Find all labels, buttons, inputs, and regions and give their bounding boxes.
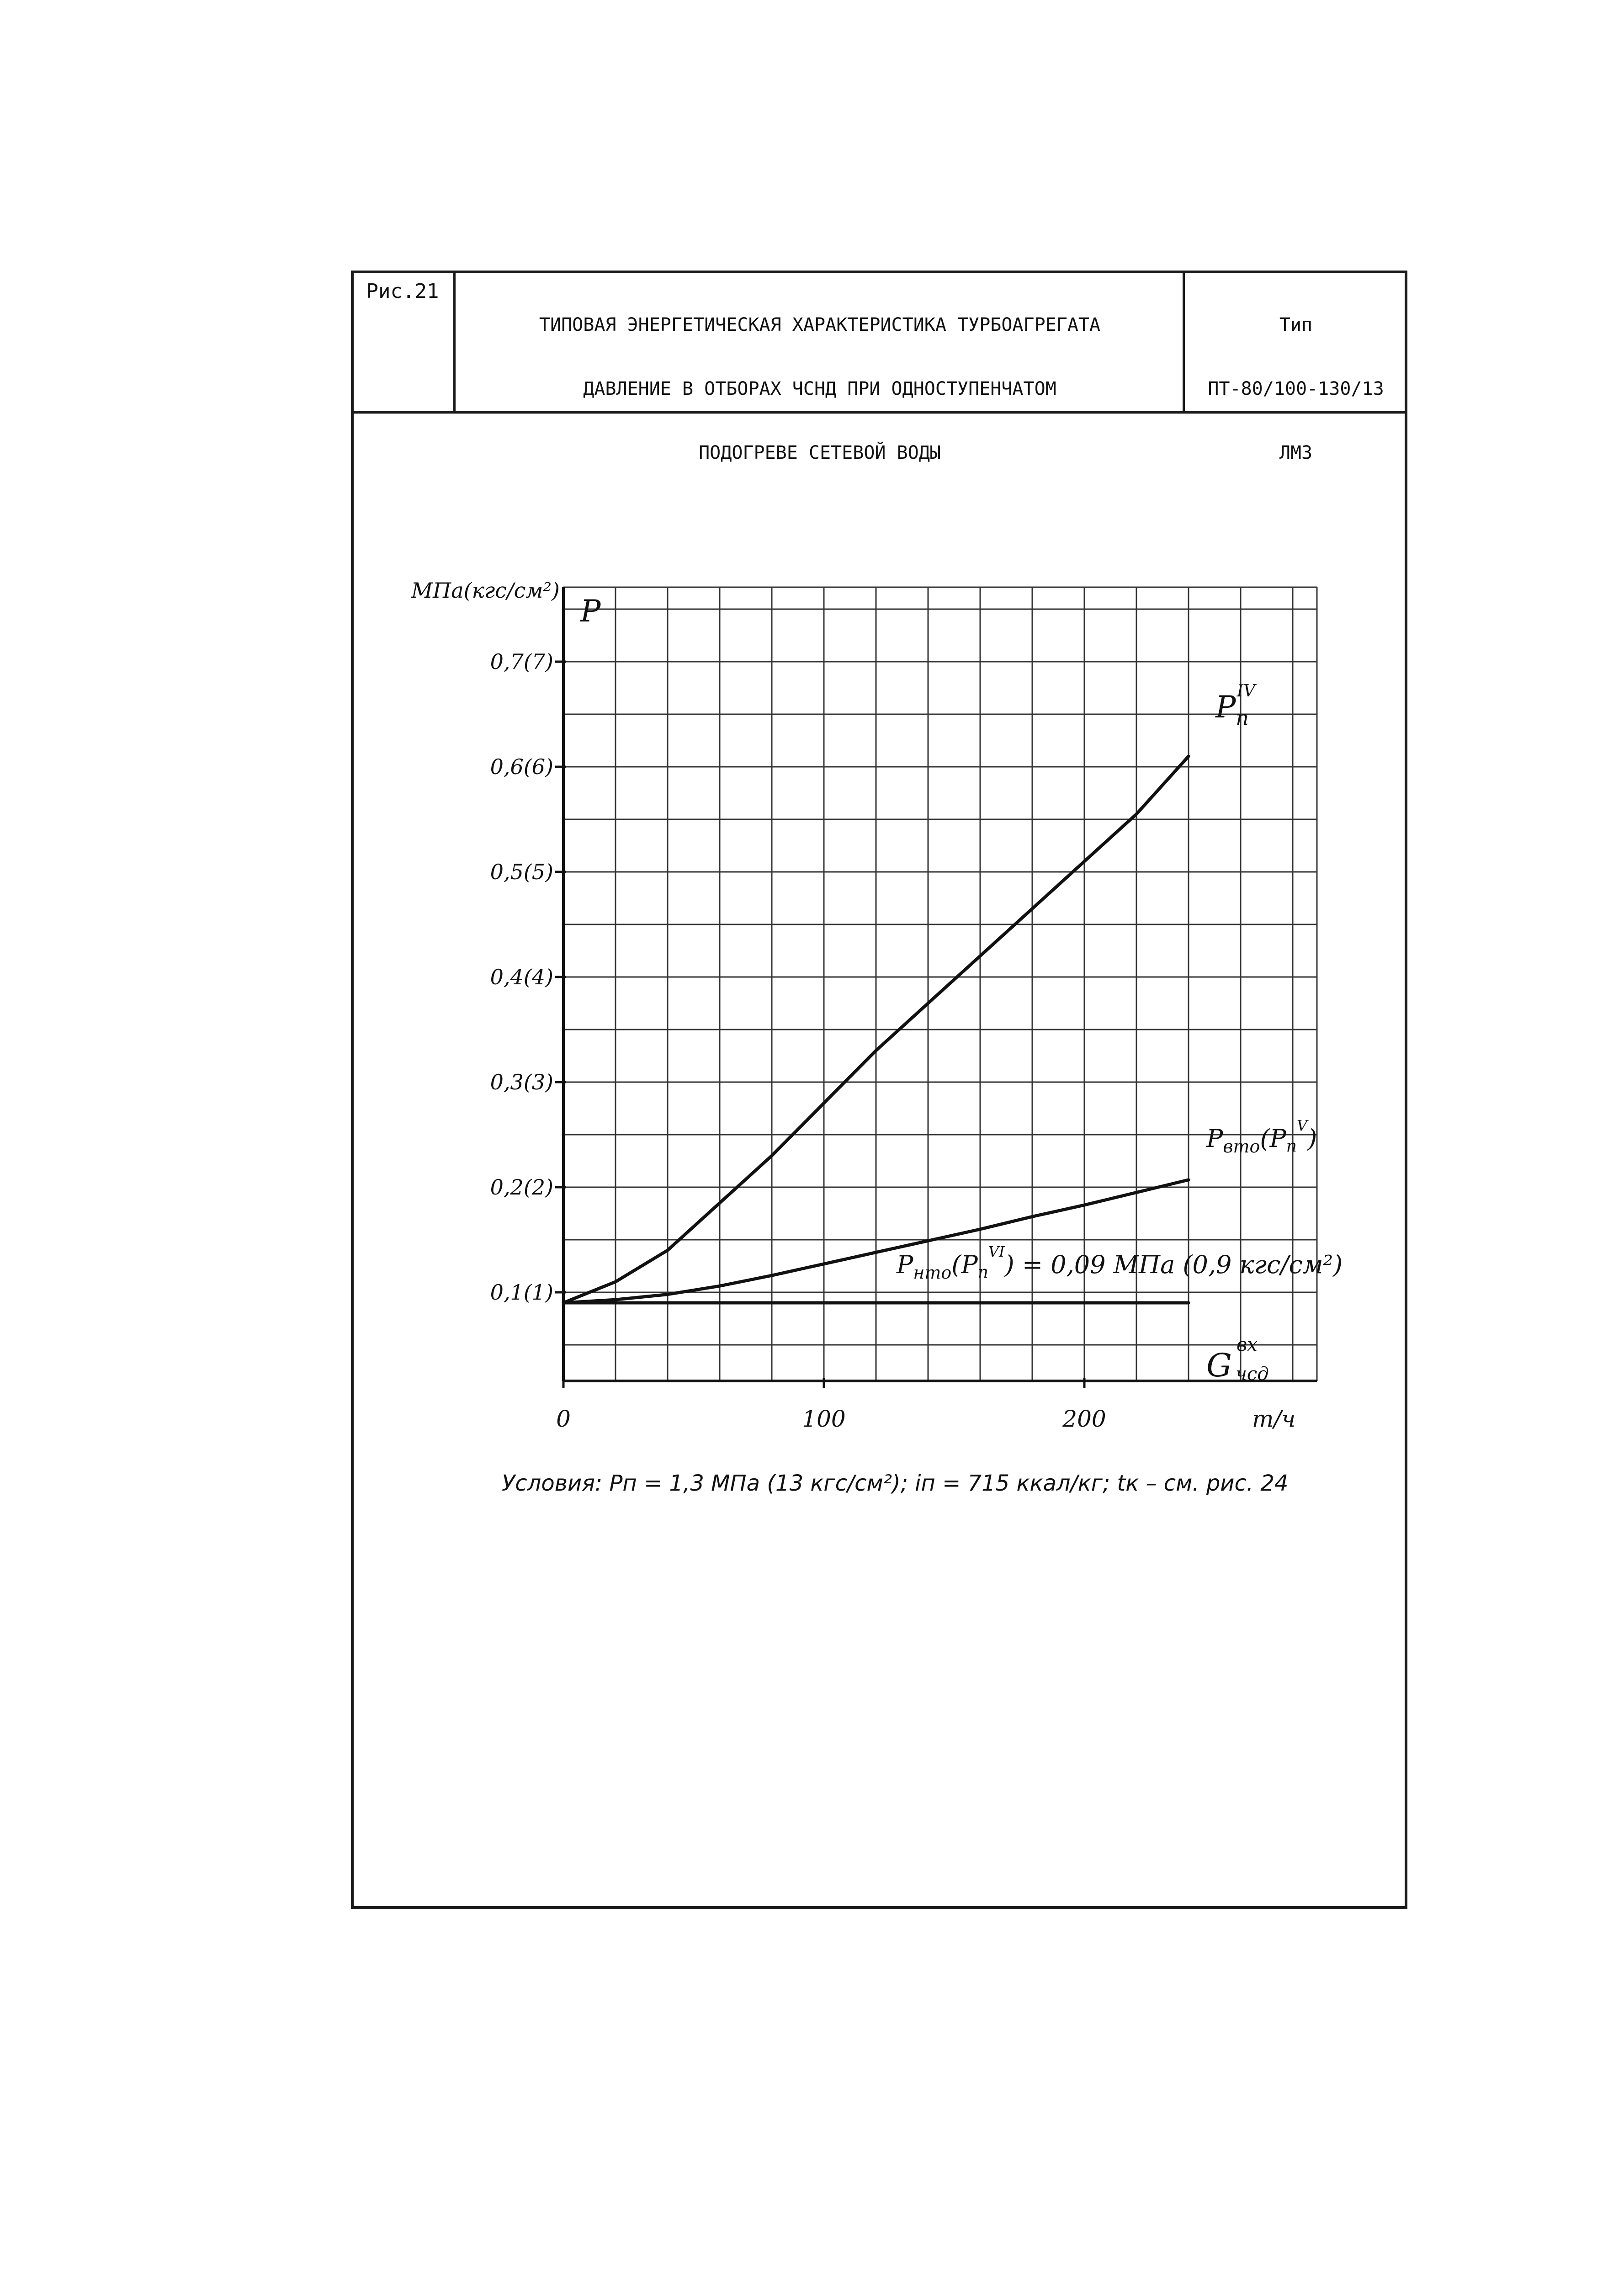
figure-number: Рис.21 bbox=[366, 280, 439, 303]
turbine-type-label: Тип bbox=[1279, 314, 1313, 335]
figure-title-line-3: ПОДОГРЕВЕ СЕТЕВОЙ ВОДЫ bbox=[699, 442, 941, 463]
y-tick-label: 0,4(4) bbox=[490, 965, 553, 989]
y-tick-label: 0,6(6) bbox=[490, 754, 553, 779]
x-tick-label: 0 bbox=[556, 1406, 571, 1432]
turbine-type-model: ПТ-80/100-130/13 bbox=[1208, 378, 1384, 399]
series-label-pvto: $P_{вто}(Pп^V)$ bbox=[1206, 1117, 1317, 1157]
x-tick-label: 200 bbox=[1062, 1406, 1106, 1432]
y-axis-unit-label: МПа(кгс/см²) bbox=[411, 578, 560, 603]
x-axis-symbol-sub: чсд bbox=[1236, 1364, 1269, 1385]
conditions-note: Условия: Pп = 1,3 МПа (13 кгс/см²); iп = 715 ккал/кг; tк – см. рис. 24 bbox=[502, 1471, 1289, 1496]
y-tick-label: 0,3(3) bbox=[490, 1070, 553, 1094]
series-label-pn-iv: $P_пIV$ bbox=[1215, 682, 1255, 730]
series-label-pnto: $P_{нто}(Pп^{VI}) = 0,09$ МПа (0,9 кгс/см²) bbox=[897, 1243, 1343, 1283]
y-tick-label: 0,1(1) bbox=[490, 1280, 553, 1305]
figure-title-line-2: ДАВЛЕНИЕ В ОТБОРАХ ЧСНД ПРИ ОДНОСТУПЕНЧАТОМ bbox=[583, 378, 1056, 399]
turbine-type-maker: ЛМЗ bbox=[1279, 442, 1313, 463]
x-axis-unit: т/ч bbox=[1252, 1406, 1296, 1432]
figure-title-line-1: ТИПОВАЯ ЭНЕРГЕТИЧЕСКАЯ ХАРАКТЕРИСТИКА ТУРБОАГРЕГАТА bbox=[539, 314, 1101, 335]
x-axis-symbol: G bbox=[1206, 1347, 1232, 1384]
y-tick-label: 0,7(7) bbox=[490, 649, 553, 674]
y-tick-label: 0,5(5) bbox=[490, 860, 553, 884]
y-axis-symbol: P bbox=[580, 594, 601, 629]
y-tick-label: 0,2(2) bbox=[490, 1175, 553, 1200]
x-axis-symbol-sup: вх bbox=[1237, 1334, 1258, 1355]
x-tick-label: 100 bbox=[802, 1406, 846, 1432]
